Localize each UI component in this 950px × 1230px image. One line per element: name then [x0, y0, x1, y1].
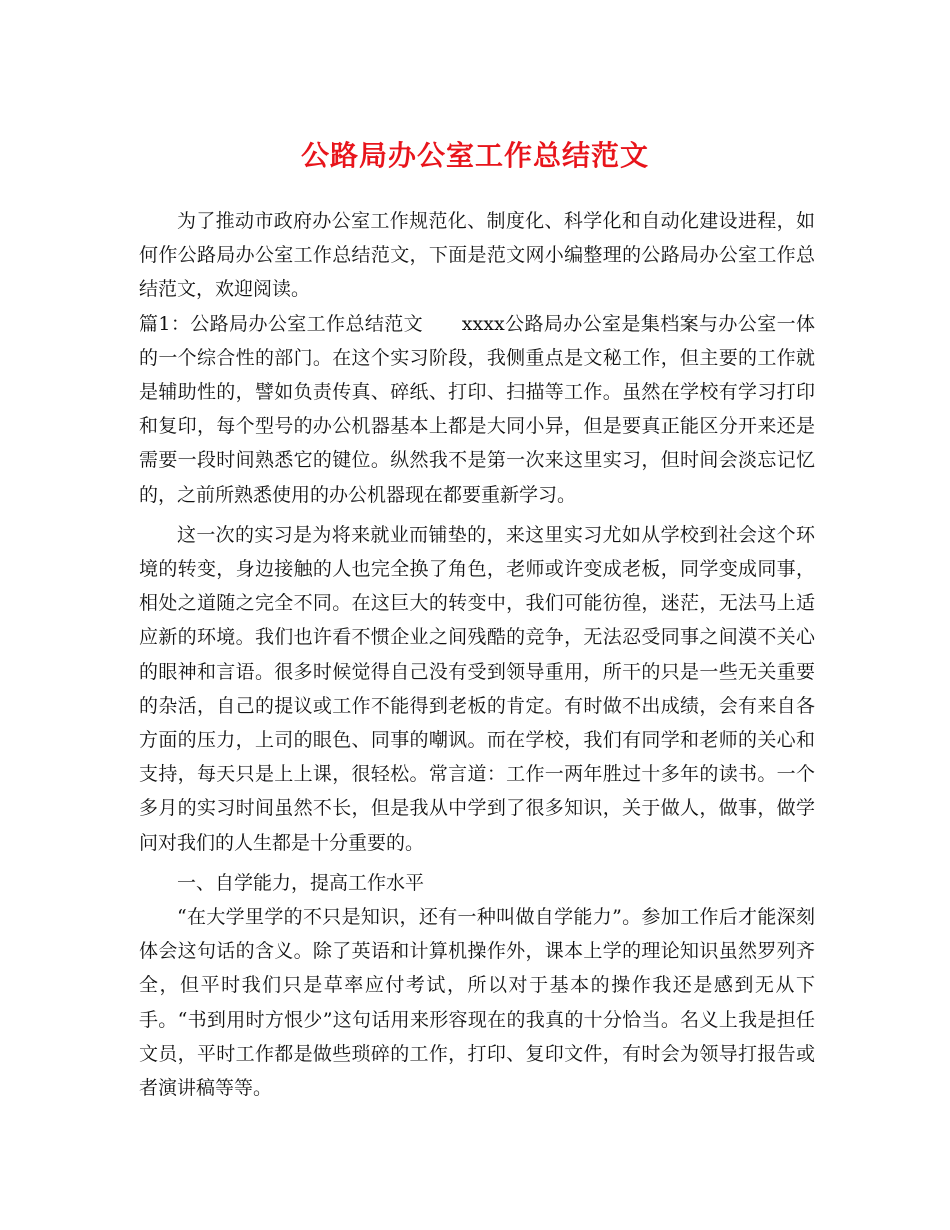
- intro-paragraph: 为了推动市政府办公室工作规范化、制度化、科学化和自动化建设进程，如何作公路局办公室工作总结范文，下面是范文网小编整理的公路局办公室工作总结范文，欢迎阅读。: [139, 210, 815, 301]
- document-title: 公路局办公室工作总结范文: [300, 139, 649, 172]
- body-paragraph: 这一次的实习是为将来就业而铺垫的，来这里实习尤如从学校到社会这个环境的转变，身边接触的人也完全换了角色，老师或许变成老板，同学变成同事，相处之道随之完全不同。在这巨大的转变中，我们可能彷徨，迷茫，无法马上适应新的环境。我们也许看不惯企业之间残酷的竞争，无法忍受同事之间漠不关心的眼神和言语。很多时候觉得自己没有受到领导重用，所干的只是一些无关重要的杂活，自己的提议或工作不能得到老板的肯定。有时做不出成绩，会有来自各方面的压力，上司的眼色、同事的嘲讽。而在学校，我们有同学和老师的关心和支持，每天只是上上课，很轻松。常言道：工作一两年胜过十多年的读书。一个多月的实习时间虽然不长，但是我从中学到了很多知识，关于做人，做事，做学问对我们的人生都是十分重要的。: [139, 523, 815, 854]
- section-1-paragraph: 篇1：公路局办公室工作总结范文 xxxx公路局办公室是集档案与办公室一体的一个综合性的部门。在这个实习阶段，我侧重点是文秘工作，但主要的工作就是辅助性的，譬如负责传真、碎纸、打印、扫描等工作。虽然在学校有学习打印和复印，每个型号的办公机器基本上都是大同小异，但是要真正能区分开来还是需要一段时间熟悉它的键位。纵然我不是第一次来这里实习，但时间会淡忘记忆的，之前所熟悉使用的办公机器现在都要重新学习。: [139, 312, 815, 506]
- body-paragraph: “在大学里学的不只是知识，还有一种叫做自学能力”。参加工作后才能深刻体会这句话的含义。除了英语和计算机操作外，课本上学的理论知识虽然罗列齐全，但平时我们只是草率应付考试，所以对于基本的操作我还是感到无从下手。“书到用时方恨少”这句话用来形容现在的我真的十分恰当。名义上我是担任文员，平时工作都是做些琐碎的工作，打印、复印文件，有时会为领导打报告或者演讲稿等等。: [139, 906, 815, 1100]
- document-body: [139, 204, 815, 1105]
- section-heading: 一、自学能力，提高工作水平: [177, 871, 425, 894]
